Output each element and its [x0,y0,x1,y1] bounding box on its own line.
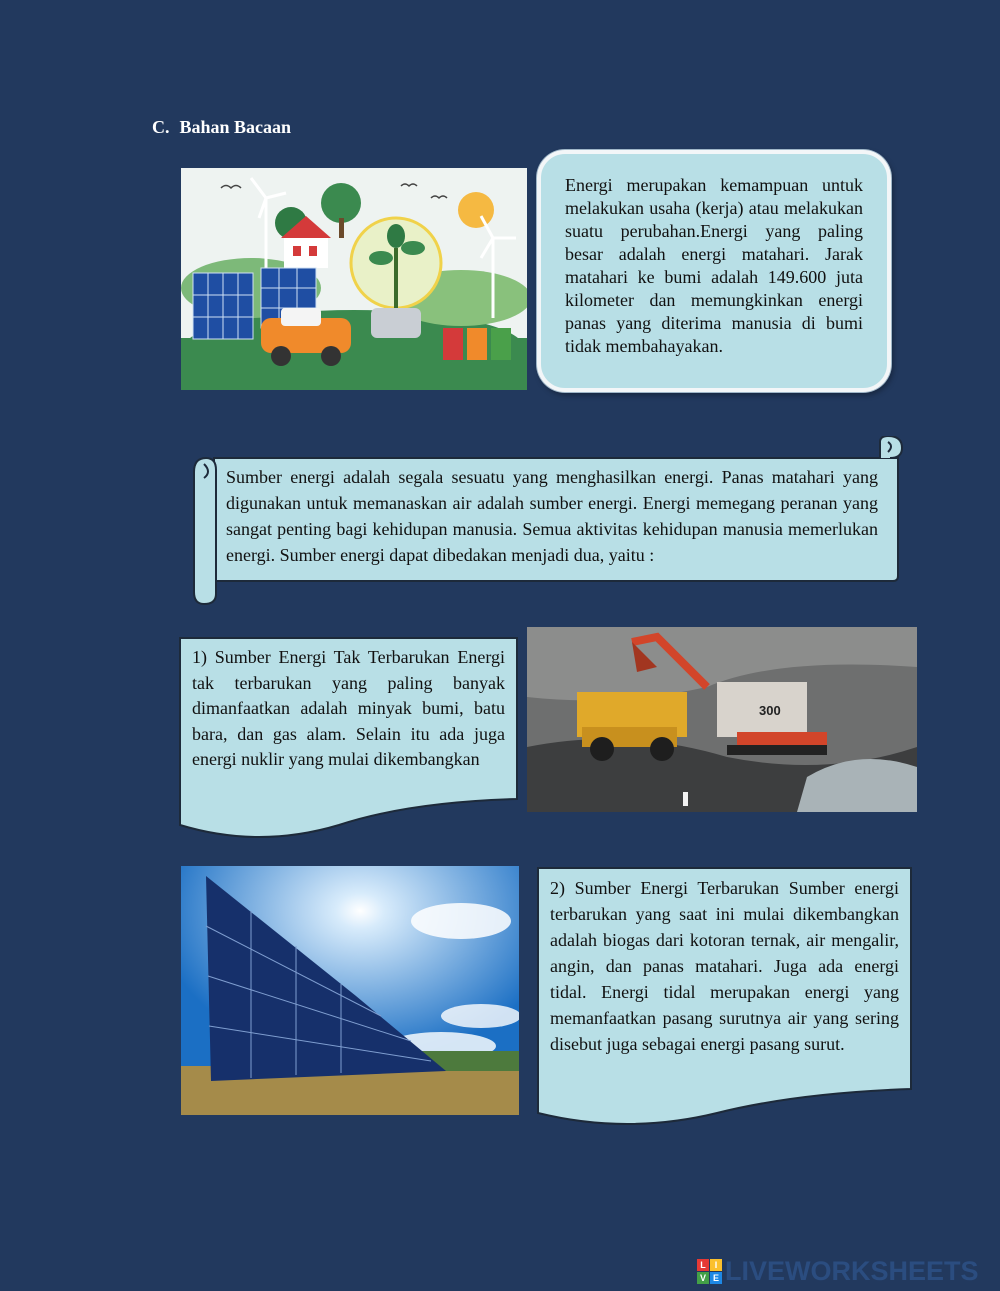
scroll-text: Sumber energi adalah segala sesuatu yang menghasilkan energi. Panas matahari yang digunakan untuk memanaskan air adalah sumber energi. Energi memegang peranan yang sangat penting bagi kehidupan manusia. Semua aktivitas kehidupan manusia memerlukan energi. Sumber energi dapat dibedakan menjadi dua, yaitu : [226,467,878,565]
watermark-text: LIVEWORKSHEETS [725,1255,979,1286]
section-title: Bahan Bacaan [179,117,292,137]
renewable-text-box [537,867,913,1133]
liveworksheets-logo-icon: L I V E [697,1259,722,1284]
eco-illustration [181,168,527,390]
nonrenewable-text-box [179,637,519,842]
mining-photo [527,627,917,812]
renewable-text: 2) Sumber Energi Terbarukan Sumber energi terbarukan yang saat ini mulai dikembangkan adalah biogas dari kotoran ternak, air mengalir, angin, dan panas matahari. Juga ada energi tidal. Energi tidal merupakan energi yang memanfaatkan pasang surutnya air yang sering disebut juga sebagai energi pasang surut. [550,878,899,1054]
scroll-text-box [190,436,906,606]
section-letter: C. [152,117,170,137]
intro-text: Energi merupakan kemampuan untuk melakukan usaha (kerja) atau melakukan suatu perubahan.Energi yang paling besar adalah energi matahari. Jarak matahari ke bumi adalah 149.600 juta kilometer dan memungkinkan energi panas yang diterima manusia di bumi tidak membahayakan. [565,175,863,356]
solar-panel-photo [181,866,519,1115]
watermark [697,1255,979,1286]
section-heading [152,117,291,138]
truck-number: 300 [759,703,781,718]
nonrenewable-text: 1) Sumber Energi Tak Terbarukan Energi tak terbarukan yang paling banyak dimanfaatkan adalah minyak bumi, batu bara, dan gas alam. Selain itu ada juga energi nuklir yang mulai dikembangkan [192,647,505,769]
intro-text-box [537,150,891,392]
